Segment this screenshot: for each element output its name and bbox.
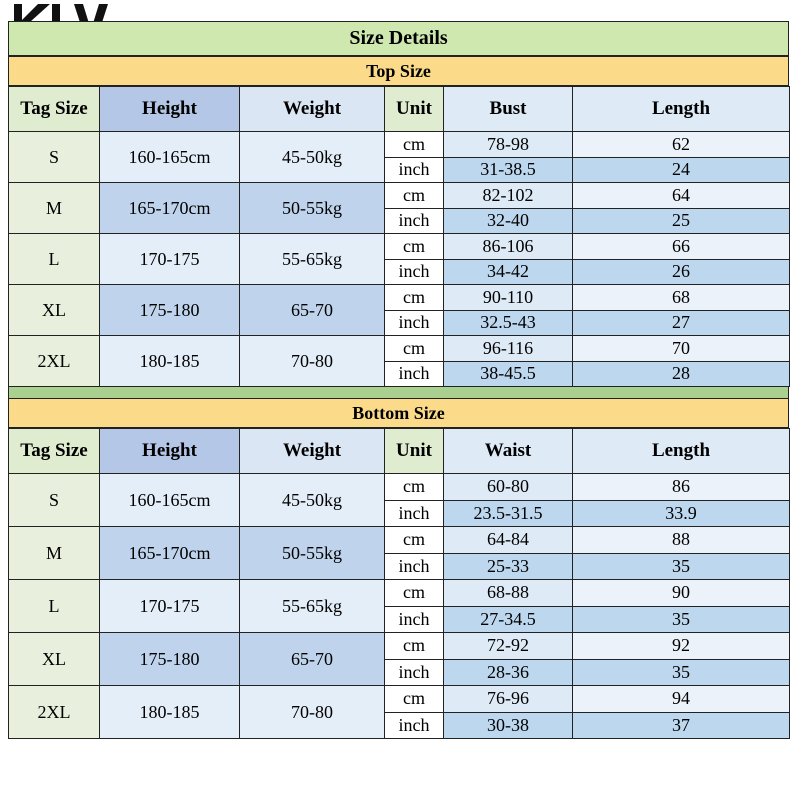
weight-cell: 65-70	[240, 285, 385, 336]
weight-cell: 65-70	[240, 633, 385, 686]
height-cell: 175-180	[100, 285, 240, 336]
header-unit: Unit	[385, 429, 444, 474]
table-row	[9, 580, 790, 607]
unit-cell: cm	[385, 132, 444, 158]
length-cell: 90	[573, 580, 790, 607]
measure-cell: 32-40	[444, 208, 573, 234]
length-cell: 62	[573, 132, 790, 158]
measure-cell: 27-34.5	[444, 606, 573, 633]
tag-size-cell: M	[9, 527, 100, 580]
unit-cell: inch	[385, 310, 444, 336]
length-cell: 68	[573, 285, 790, 311]
length-cell: 35	[573, 553, 790, 580]
table-row	[9, 474, 790, 501]
unit-cell: cm	[385, 234, 444, 260]
top-size-heading: Top Size	[8, 56, 789, 86]
weight-cell: 70-80	[240, 336, 385, 387]
height-cell: 170-175	[100, 234, 240, 285]
tag-size-cell: S	[9, 132, 100, 183]
measure-cell: 30-38	[444, 712, 573, 739]
tag-size-cell: XL	[9, 285, 100, 336]
length-cell: 26	[573, 259, 790, 285]
table-row	[9, 336, 790, 362]
length-cell: 86	[573, 474, 790, 501]
height-cell: 175-180	[100, 633, 240, 686]
height-cell: 180-185	[100, 686, 240, 739]
measure-cell: 90-110	[444, 285, 573, 311]
weight-cell: 55-65kg	[240, 234, 385, 285]
bottom-size-table	[8, 428, 790, 739]
height-cell: 165-170cm	[100, 183, 240, 234]
measure-cell: 25-33	[444, 553, 573, 580]
tag-size-cell: M	[9, 183, 100, 234]
height-cell: 160-165cm	[100, 132, 240, 183]
table-row	[9, 633, 790, 660]
unit-cell: inch	[385, 208, 444, 234]
measure-cell: 78-98	[444, 132, 573, 158]
table-header-row	[9, 429, 790, 474]
measure-cell: 23.5-31.5	[444, 500, 573, 527]
header-height: Height	[100, 429, 240, 474]
size-details-chart	[8, 21, 789, 739]
weight-cell: 50-55kg	[240, 183, 385, 234]
weight-cell: 45-50kg	[240, 474, 385, 527]
unit-cell: cm	[385, 183, 444, 209]
unit-cell: cm	[385, 633, 444, 660]
tag-size-cell: 2XL	[9, 336, 100, 387]
unit-cell: inch	[385, 259, 444, 285]
tag-size-cell: XL	[9, 633, 100, 686]
length-cell: 92	[573, 633, 790, 660]
header-tag-size: Tag Size	[9, 429, 100, 474]
unit-cell: inch	[385, 712, 444, 739]
measure-cell: 34-42	[444, 259, 573, 285]
table-header-row	[9, 87, 790, 132]
top-size-table	[8, 86, 790, 387]
measure-cell: 72-92	[444, 633, 573, 660]
unit-cell: cm	[385, 285, 444, 311]
length-cell: 88	[573, 527, 790, 554]
tag-size-cell: L	[9, 580, 100, 633]
bottom-size-heading: Bottom Size	[8, 398, 789, 428]
height-cell: 160-165cm	[100, 474, 240, 527]
measure-cell: 38-45.5	[444, 361, 573, 387]
tag-size-cell: S	[9, 474, 100, 527]
measure-cell: 64-84	[444, 527, 573, 554]
length-cell: 37	[573, 712, 790, 739]
table-row	[9, 132, 790, 158]
length-cell: 24	[573, 157, 790, 183]
measure-cell: 31-38.5	[444, 157, 573, 183]
header-unit: Unit	[385, 87, 444, 132]
table-row	[9, 285, 790, 311]
tag-size-cell: 2XL	[9, 686, 100, 739]
measure-cell: 28-36	[444, 659, 573, 686]
table-row	[9, 183, 790, 209]
table-row	[9, 234, 790, 260]
unit-cell: inch	[385, 606, 444, 633]
chart-title: Size Details	[8, 21, 789, 56]
measure-cell: 32.5-43	[444, 310, 573, 336]
unit-cell: inch	[385, 157, 444, 183]
header-length: Length	[573, 429, 790, 474]
unit-cell: cm	[385, 580, 444, 607]
unit-cell: inch	[385, 659, 444, 686]
header-weight: Weight	[240, 87, 385, 132]
table-row	[9, 686, 790, 713]
height-cell: 165-170cm	[100, 527, 240, 580]
measure-cell: 86-106	[444, 234, 573, 260]
length-cell: 35	[573, 606, 790, 633]
length-cell: 64	[573, 183, 790, 209]
header-tag-size: Tag Size	[9, 87, 100, 132]
measure-cell: 68-88	[444, 580, 573, 607]
length-cell: 70	[573, 336, 790, 362]
height-cell: 180-185	[100, 336, 240, 387]
weight-cell: 55-65kg	[240, 580, 385, 633]
length-cell: 94	[573, 686, 790, 713]
unit-cell: inch	[385, 553, 444, 580]
header-length: Length	[573, 87, 790, 132]
weight-cell: 45-50kg	[240, 132, 385, 183]
length-cell: 66	[573, 234, 790, 260]
weight-cell: 50-55kg	[240, 527, 385, 580]
length-cell: 28	[573, 361, 790, 387]
measure-cell: 96-116	[444, 336, 573, 362]
length-cell: 27	[573, 310, 790, 336]
section-separator	[8, 387, 789, 398]
unit-cell: inch	[385, 361, 444, 387]
header-measure: Waist	[444, 429, 573, 474]
table-row	[9, 527, 790, 554]
length-cell: 25	[573, 208, 790, 234]
tag-size-cell: L	[9, 234, 100, 285]
height-cell: 170-175	[100, 580, 240, 633]
unit-cell: inch	[385, 500, 444, 527]
measure-cell: 82-102	[444, 183, 573, 209]
header-weight: Weight	[240, 429, 385, 474]
unit-cell: cm	[385, 527, 444, 554]
weight-cell: 70-80	[240, 686, 385, 739]
measure-cell: 76-96	[444, 686, 573, 713]
length-cell: 35	[573, 659, 790, 686]
measure-cell: 60-80	[444, 474, 573, 501]
unit-cell: cm	[385, 336, 444, 362]
length-cell: 33.9	[573, 500, 790, 527]
header-measure: Bust	[444, 87, 573, 132]
unit-cell: cm	[385, 686, 444, 713]
unit-cell: cm	[385, 474, 444, 501]
header-height: Height	[100, 87, 240, 132]
